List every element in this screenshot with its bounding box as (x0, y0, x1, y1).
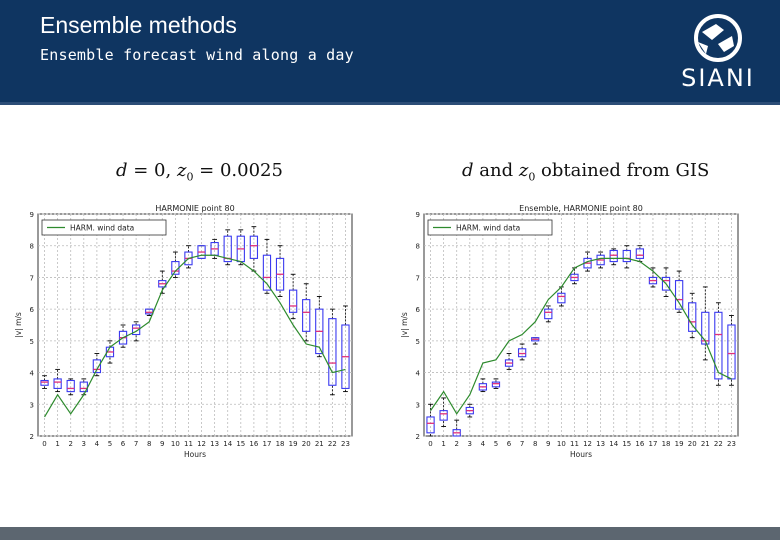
x-tick-label: 9 (160, 440, 165, 448)
x-tick-label: 20 (687, 440, 697, 448)
logo-text: SIANI (681, 64, 755, 92)
left-box-chart (10, 202, 360, 460)
siani-logo (672, 14, 764, 94)
y-tick-label: 8 (29, 242, 34, 251)
chart-legend (42, 220, 166, 235)
slide-header (0, 0, 780, 105)
x-tick-label: 19 (674, 440, 684, 448)
x-tick-label: 5 (493, 440, 499, 448)
caption-var-d: d (462, 160, 474, 181)
x-tick-label: 6 (120, 440, 126, 448)
x-tick-label: 8 (146, 440, 152, 448)
x-tick-label: 13 (210, 440, 220, 448)
x-tick-label: 18 (275, 440, 285, 448)
y-axis-label: |v| m/s (14, 312, 23, 338)
x-tick-label: 21 (700, 440, 710, 448)
x-tick-label: 13 (596, 440, 606, 448)
x-tick-label: 16 (249, 440, 259, 448)
y-tick-label: 5 (29, 337, 34, 346)
x-tick-label: 23 (726, 440, 736, 448)
x-tick-label: 22 (713, 440, 723, 448)
slide-title: Ensemble methods (40, 12, 237, 38)
y-tick-label: 3 (29, 401, 34, 410)
chart-title: HARMONIE point 80 (155, 204, 235, 213)
x-tick-label: 7 (519, 440, 525, 448)
y-tick-label: 9 (29, 211, 34, 219)
y-tick-label: 5 (415, 337, 420, 346)
y-tick-label: 4 (29, 369, 34, 378)
caption-var-d: d (116, 160, 128, 181)
x-tick-label: 16 (635, 440, 645, 448)
y-axis-label: |v| m/s (400, 312, 409, 338)
x-tick-label: 8 (532, 440, 538, 448)
caption-text-2: = 0.0025 (193, 160, 283, 181)
right-box-chart (396, 202, 746, 460)
caption-sub: 0 (528, 170, 536, 184)
x-axis-label: Hours (570, 450, 592, 459)
right-chart-caption (462, 160, 709, 184)
x-tick-label: 1 (441, 440, 446, 448)
x-tick-label: 14 (609, 440, 619, 448)
caption-var-z: z (518, 160, 529, 181)
caption-text: and (473, 160, 519, 181)
x-tick-label: 18 (661, 440, 671, 448)
x-tick-label: 6 (506, 440, 512, 448)
x-tick-label: 11 (183, 440, 193, 448)
x-tick-label: 14 (223, 440, 233, 448)
footer-bar (0, 527, 780, 540)
x-tick-label: 12 (583, 440, 593, 448)
x-tick-label: 2 (68, 440, 73, 448)
slide-subtitle: Ensemble forecast wind along a day (40, 46, 354, 64)
x-tick-label: 23 (340, 440, 350, 448)
y-tick-label: 2 (415, 433, 420, 441)
x-axis-label: Hours (184, 450, 206, 459)
left-chart-caption (116, 160, 283, 184)
x-tick-label: 12 (197, 440, 207, 448)
x-tick-label: 17 (262, 440, 272, 448)
globe-icon (672, 14, 764, 66)
x-tick-label: 0 (42, 440, 47, 448)
x-tick-label: 3 (467, 440, 473, 448)
x-tick-label: 3 (81, 440, 87, 448)
x-tick-label: 1 (55, 440, 60, 448)
caption-text: = 0, (127, 160, 177, 181)
x-tick-label: 19 (288, 440, 298, 448)
x-tick-label: 15 (622, 440, 632, 448)
x-tick-label: 5 (107, 440, 113, 448)
y-tick-label: 7 (415, 274, 420, 283)
plot-area (424, 214, 738, 436)
caption-sub: 0 (186, 170, 194, 184)
x-tick-label: 10 (170, 440, 180, 448)
x-tick-label: 9 (546, 440, 551, 448)
x-tick-label: 21 (314, 440, 324, 448)
y-tick-label: 7 (29, 274, 34, 283)
y-tick-label: 2 (29, 433, 34, 441)
x-tick-label: 15 (236, 440, 246, 448)
y-tick-label: 6 (415, 306, 420, 315)
legend-label: HARM. wind data (70, 223, 135, 233)
x-tick-label: 11 (569, 440, 579, 448)
caption-var-z: z (176, 160, 187, 181)
x-tick-label: 10 (556, 440, 566, 448)
y-tick-label: 4 (415, 369, 420, 378)
y-tick-label: 9 (415, 211, 420, 219)
y-tick-label: 3 (415, 401, 420, 410)
x-tick-label: 7 (133, 440, 139, 448)
x-tick-label: 0 (428, 440, 433, 448)
x-tick-label: 2 (454, 440, 459, 448)
x-tick-label: 20 (301, 440, 311, 448)
x-tick-label: 4 (480, 440, 486, 448)
x-tick-label: 22 (327, 440, 337, 448)
chart-legend (428, 220, 552, 235)
y-tick-label: 6 (29, 306, 34, 315)
y-tick-label: 8 (415, 242, 420, 251)
chart-title: Ensemble, HARMONIE point 80 (519, 204, 643, 213)
x-tick-label: 17 (648, 440, 658, 448)
x-tick-label: 4 (94, 440, 100, 448)
caption-text-2: obtained from GIS (535, 160, 710, 181)
plot-area (38, 214, 352, 436)
legend-label: HARM. wind data (456, 223, 521, 233)
